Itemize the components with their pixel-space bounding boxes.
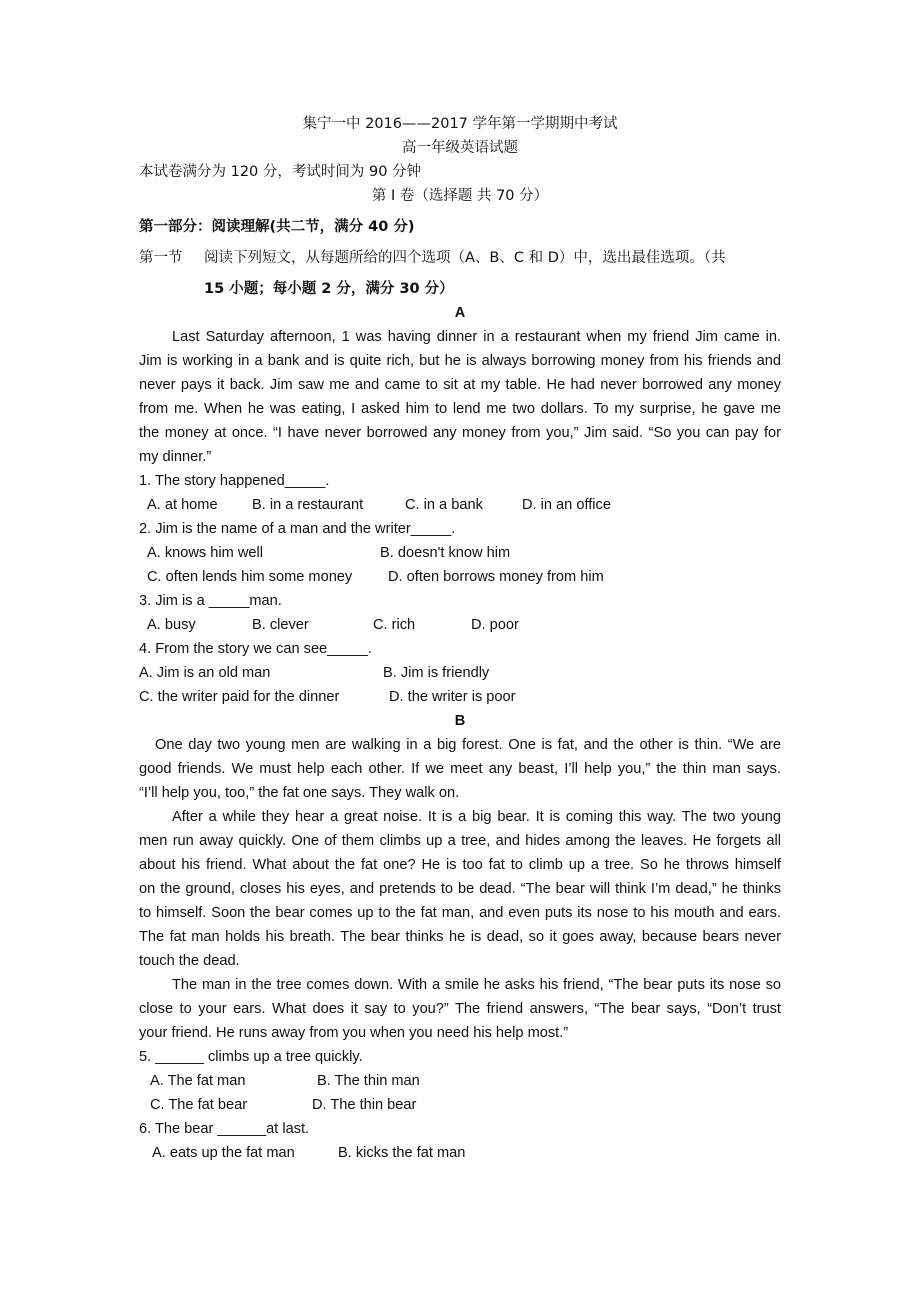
- answer-option: A. Jim is an old man: [139, 665, 271, 681]
- answer-option: A. The fat man: [150, 1073, 246, 1089]
- passage-line: about his friend. What about the fat one? He is too fat to climb up a tree. So he throws himself: [139, 857, 781, 873]
- answer-option: B. clever: [252, 617, 309, 633]
- passage-line: One day two young men are walking in a big forest. One is fat, and the other is thin. “We are: [155, 737, 781, 753]
- answer-option: D. often borrows money from him: [388, 569, 604, 585]
- question-stem: 6. The bear ______at last.: [139, 1121, 310, 1137]
- answer-option: A. knows him well: [147, 545, 263, 561]
- passage-line: on the ground, closes his eyes, and pretends to be dead. “The bear will think I’m dead,” he thinks: [139, 881, 781, 897]
- answer-option: C. The fat bear: [150, 1097, 248, 1113]
- answer-option: D. the writer is poor: [389, 689, 516, 705]
- question-stem: 4. From the story we can see_____.: [139, 641, 372, 657]
- answer-option: B. The thin man: [317, 1073, 420, 1089]
- passage-line: After a while they hear a great noise. It is a big bear. It is coming this way. The two young: [172, 809, 781, 825]
- question-stem: 1. The story happened_____.: [139, 473, 330, 489]
- passage-label: B: [454, 713, 466, 729]
- passage-line: to himself. Soon the bear comes up to the fat man, and even puts its nose to his mouth and ears.: [139, 905, 781, 921]
- passage-line: The fat man holds his breath. The bear thinks he is dead, so it goes away, because bears never: [139, 929, 781, 945]
- volume-heading: 第 I 卷（选择题 共 70 分）: [371, 188, 549, 204]
- answer-option: A. busy: [147, 617, 196, 633]
- exam-title: 集宁一中 2016——2017 学年第一学期期中考试: [302, 116, 618, 132]
- passage-line: close to your ears. What does it say to you?” The friend answers, “The bear says, “Don’t trust: [139, 1001, 781, 1017]
- passage-line: from me. When he was eating, I asked him to lend me two dollars. To my surprise, he gave me: [139, 401, 781, 417]
- answer-option: C. often lends him some money: [147, 569, 353, 585]
- answer-option: B. kicks the fat man: [338, 1145, 466, 1161]
- passage-line: touch the dead.: [139, 953, 240, 969]
- answer-option: B. doesn't know him: [380, 545, 511, 561]
- answer-option: D. poor: [471, 617, 519, 633]
- answer-option: C. in a bank: [405, 497, 483, 513]
- question-stem: 2. Jim is the name of a man and the writer_____.: [139, 521, 456, 537]
- answer-option: B. in a restaurant: [252, 497, 364, 513]
- section-instructions-2: 15 小题；每小题 2 分，满分 30 分）: [204, 281, 454, 297]
- answer-option: A. eats up the fat man: [152, 1145, 295, 1161]
- answer-option: B. Jim is friendly: [383, 665, 490, 681]
- section-label: 第一节: [139, 250, 183, 266]
- passage-line: “I’ll help you, too,” the fat one says. They walk on.: [139, 785, 460, 801]
- part-heading: 第一部分：阅读理解(共二节，满分 40 分): [139, 219, 415, 235]
- passage-line: The man in the tree comes down. With a smile he asks his friend, “The bear puts its nose so: [172, 977, 781, 993]
- answer-option: D. in an office: [522, 497, 611, 513]
- answer-option: C. the writer paid for the dinner: [139, 689, 340, 705]
- section-instructions: 阅读下列短文，从每题所给的四个选项（A、B、C 和 D）中，选出最佳选项。（共: [204, 250, 726, 266]
- passage-line: my dinner.”: [139, 449, 212, 465]
- passage-line: your friend. He runs away from you when you need his help most.”: [139, 1025, 569, 1041]
- exam-subtitle: 高一年级英语试题: [402, 140, 518, 156]
- passage-line: Jim is working in a bank and is quite rich, but he is always borrowing money from his friends and: [139, 353, 781, 369]
- passage-line: never pays it back. Jim saw me and came to sit at my table. He had never borrowed any money: [139, 377, 781, 393]
- answer-option: C. rich: [373, 617, 416, 633]
- passage-a-label: A: [454, 305, 466, 321]
- passage-line: good friends. We must help each other. If we meet any beast, I’ll help you,” the thin man says.: [139, 761, 781, 777]
- question-stem: 3. Jim is a _____man.: [139, 593, 282, 609]
- passage-line: the money at once. “I have never borrowed any money from you,” Jim said. “So you can pay for: [139, 425, 781, 441]
- exam-info: 本试卷满分为 120 分，考试时间为 90 分钟: [139, 164, 422, 180]
- answer-option: A. at home: [147, 497, 218, 513]
- question-stem: 5. ______ climbs up a tree quickly.: [139, 1049, 363, 1065]
- passage-line: men run away quickly. One of them climbs up a tree, and hides among the leaves. He forgets all: [139, 833, 781, 849]
- answer-option: D. The thin bear: [312, 1097, 417, 1113]
- passage-line: Last Saturday afternoon, 1 was having dinner in a restaurant when my friend Jim came in.: [172, 329, 781, 345]
